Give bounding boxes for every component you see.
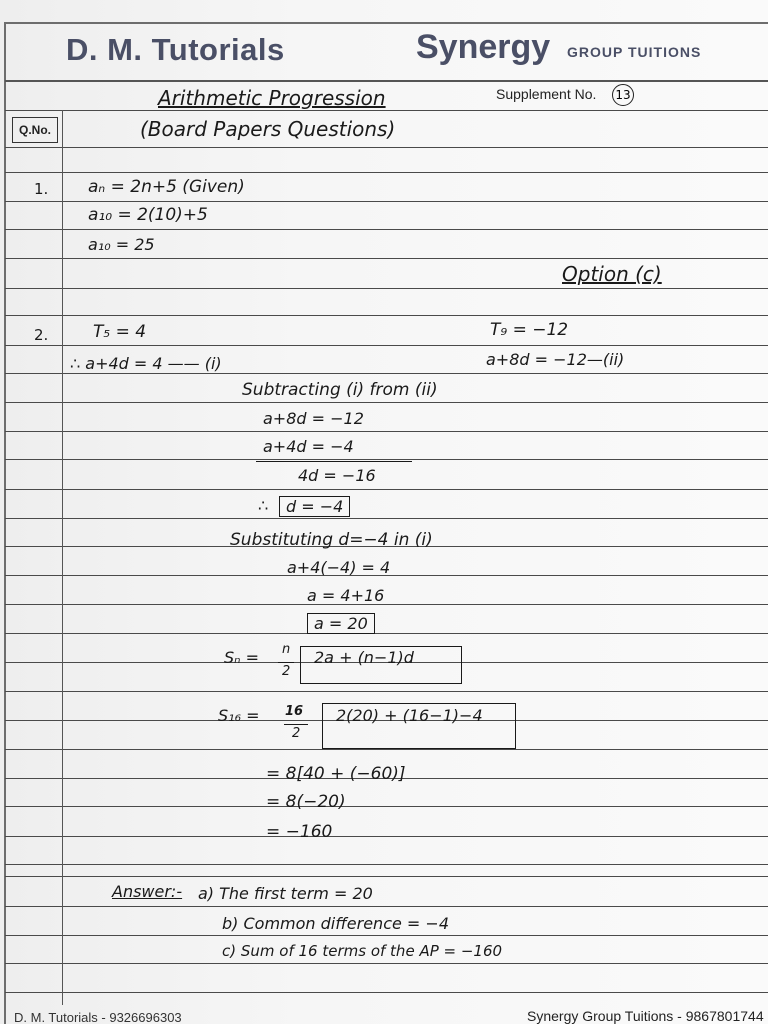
q1-line2: a₁₀ = 2(10)+5 xyxy=(88,205,208,225)
rule-line xyxy=(5,749,768,750)
rule-line xyxy=(5,110,768,111)
q2-step-s1: a+8d = −12 xyxy=(263,409,364,428)
q2-step-s2: a+4d = −4 xyxy=(263,437,354,456)
rule-line xyxy=(5,806,768,807)
sn-fraction-bar xyxy=(278,662,294,663)
q2-result-r2: = 8(−20) xyxy=(266,792,346,812)
q2-step-s4: a+4(−4) = 4 xyxy=(287,558,391,577)
q2-result-r1: = 8[40 + (−60)] xyxy=(266,764,406,784)
rule-line xyxy=(5,836,768,837)
s16-denominator: 2 xyxy=(292,726,301,741)
supplement-number: 13 xyxy=(612,84,634,106)
sn-numerator: n xyxy=(282,642,291,657)
title-subtitle: (Board Papers Questions) xyxy=(140,117,396,141)
s16-fraction-bar xyxy=(284,724,308,725)
footer-synergy-contact: Synergy Group Tuitions - 9867801744 xyxy=(527,1008,764,1024)
sn-body: 2a + (n−1)d xyxy=(314,648,414,667)
q2-step-s3: 4d = −16 xyxy=(298,466,376,485)
answer-b: b) Common difference = −4 xyxy=(222,914,449,933)
q1-number: 1. xyxy=(34,180,49,198)
header-rule xyxy=(5,80,768,82)
q1-option: Option (c) xyxy=(562,262,662,286)
rule-line xyxy=(5,258,768,259)
rule-line xyxy=(5,201,768,202)
s16-lhs: S₁₆ = xyxy=(218,706,260,725)
rule-line xyxy=(5,431,768,432)
q2-substituting: Substituting d=−4 in (i) xyxy=(230,530,433,550)
brand-dm-tutorials: D. M. Tutorials xyxy=(66,32,285,67)
answer-c: c) Sum of 16 terms of the AP = −160 xyxy=(222,942,503,960)
title-topic: Arithmetic Progression xyxy=(158,86,386,110)
rule-line xyxy=(5,935,768,936)
rule-line xyxy=(5,963,768,964)
rule-line xyxy=(5,604,768,605)
q1-line3: a₁₀ = 25 xyxy=(88,235,155,254)
answer-a: a) The first term = 20 xyxy=(198,884,373,903)
rule-line xyxy=(5,691,768,692)
answer-label: Answer:- xyxy=(112,882,183,901)
d-result-box: d = −4 xyxy=(279,496,350,517)
q2-t5: T₅ = 4 xyxy=(93,322,147,342)
rule-line xyxy=(5,518,768,519)
s16-numerator: 16 xyxy=(285,704,304,719)
q2-t9: T₉ = −12 xyxy=(490,320,569,340)
rule-line xyxy=(5,402,768,403)
rule-line xyxy=(5,906,768,907)
margin-line xyxy=(62,110,63,1005)
sn-lhs: Sₙ = xyxy=(224,648,260,667)
rule-line xyxy=(5,147,768,148)
supplement-label: Supplement No. xyxy=(496,86,597,102)
q1-line1: aₙ = 2n+5 (Given) xyxy=(88,177,245,197)
rule-line xyxy=(5,229,768,230)
rule-line xyxy=(5,172,768,173)
rule-line xyxy=(5,489,768,490)
q2-eq1: ∴ a+4d = 4 —— (i) xyxy=(70,354,222,373)
rule-line xyxy=(5,864,768,865)
qno-label: Q.No. xyxy=(12,117,58,143)
rule-line xyxy=(5,459,768,460)
brand-synergy-subtitle: GROUP TUITIONS xyxy=(567,44,702,60)
brand-synergy: Synergy xyxy=(416,28,551,66)
subtraction-bar xyxy=(256,461,412,462)
q2-step-s5: a = 4+16 xyxy=(307,586,385,605)
rule-line xyxy=(5,992,768,993)
q2-eq2: a+8d = −12—(ii) xyxy=(486,350,625,369)
s16-body: 2(20) + (16−1)−4 xyxy=(336,706,483,725)
q2-subtracting: Subtracting (i) from (ii) xyxy=(242,380,438,400)
a-result-box: a = 20 xyxy=(307,613,375,634)
rule-line xyxy=(5,633,768,634)
q2-number: 2. xyxy=(34,326,49,344)
rule-line xyxy=(5,315,768,316)
q2-result-r3: = −160 xyxy=(266,822,333,842)
rule-line xyxy=(5,373,768,374)
footer-dm-contact: D. M. Tutorials - 9326696303 xyxy=(14,1010,182,1024)
sn-denominator: 2 xyxy=(282,664,291,679)
rule-line xyxy=(5,876,768,877)
rule-line xyxy=(5,288,768,289)
rule-line xyxy=(5,345,768,346)
therefore-symbol: ∴ xyxy=(258,496,269,515)
